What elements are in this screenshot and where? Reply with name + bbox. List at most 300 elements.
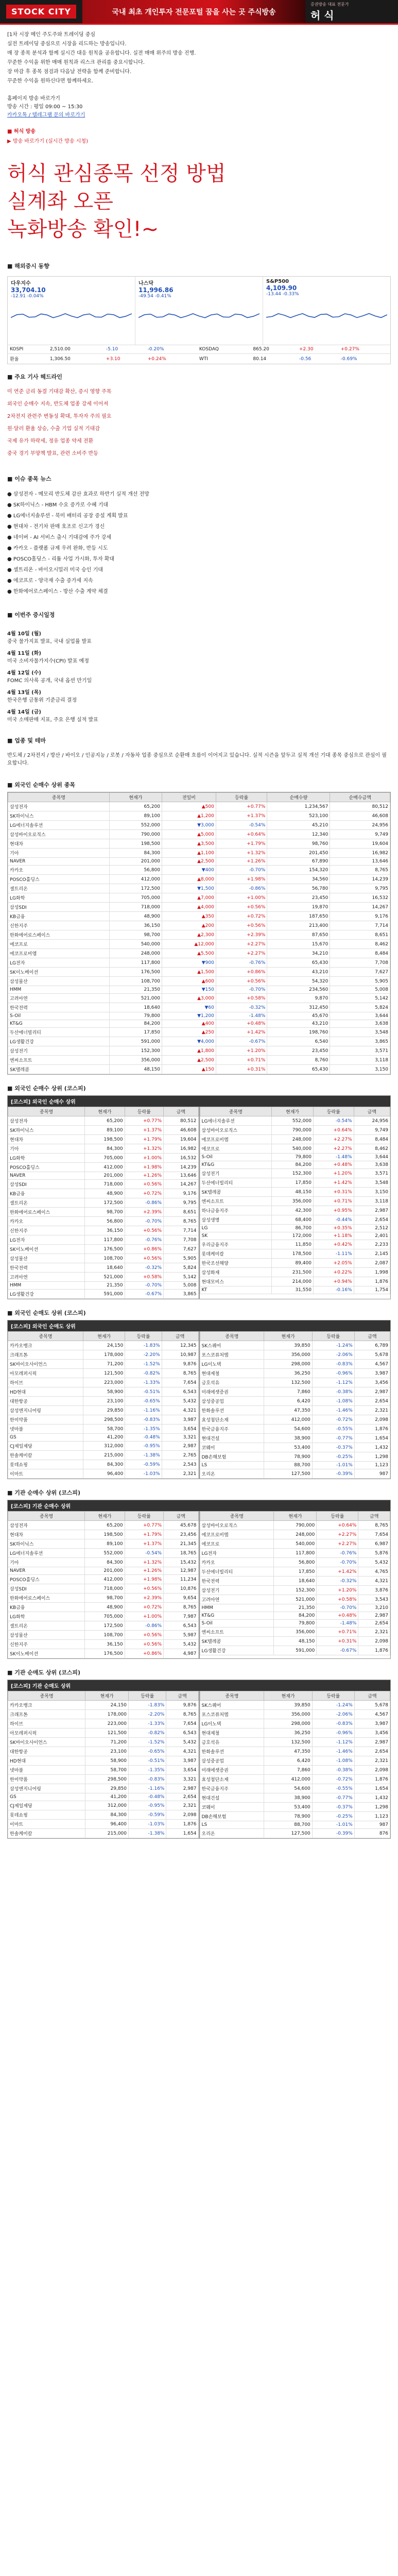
stock-name[interactable]: 한국전력 [8, 1263, 85, 1273]
table-row[interactable] [8, 1245, 199, 1254]
table-row[interactable] [8, 1226, 199, 1235]
table-row[interactable] [200, 1628, 390, 1637]
stock-name[interactable]: DB손해보험 [200, 1452, 264, 1462]
stock-name[interactable]: 현대차 [8, 839, 110, 849]
table-row[interactable] [200, 1144, 390, 1154]
stock-name[interactable]: KB금융 [8, 912, 110, 921]
stock-name[interactable]: 한솔케미칼 [8, 1451, 83, 1460]
table-row[interactable] [200, 1215, 390, 1225]
stock-name[interactable]: 하나금융지주 [200, 1206, 272, 1215]
table-row[interactable] [200, 1259, 390, 1268]
table-row[interactable] [8, 884, 390, 893]
issue-news-item[interactable]: ● 셀트리온 - 바이오시밀러 미국 승인 기대 [7, 567, 103, 573]
table-row[interactable] [8, 1273, 199, 1282]
stock-name[interactable]: 한화솔루션 [200, 1406, 264, 1415]
stock-name[interactable]: 삼성물산 [8, 1254, 85, 1263]
stock-name[interactable]: 신한지주 [8, 1226, 85, 1235]
stock-name[interactable]: 두산에너빌리티 [200, 1178, 272, 1188]
stock-name[interactable]: SK하이닉스 [8, 811, 110, 821]
table-row[interactable] [8, 1350, 199, 1360]
stock-name[interactable]: 오리온 [200, 1829, 264, 1838]
stock-name[interactable]: 넷마블 [8, 1425, 83, 1434]
stock-name[interactable]: S-Oil [8, 1012, 110, 1020]
stock-name[interactable]: 크래프톤 [8, 1710, 85, 1719]
stock-name[interactable]: 한화에어로스페이스 [8, 930, 110, 940]
table-row[interactable] [8, 1003, 390, 1012]
table-row[interactable] [8, 839, 390, 849]
table-row[interactable] [8, 802, 390, 811]
table-row[interactable] [8, 1208, 199, 1217]
stock-name[interactable]: 현대제철 [200, 1728, 264, 1738]
table-row[interactable] [200, 1387, 390, 1397]
table-row[interactable] [8, 1801, 199, 1810]
stock-name[interactable]: 삼성SDI [8, 1584, 85, 1594]
table-row[interactable] [8, 1378, 199, 1387]
stock-name[interactable]: HD현대 [8, 1756, 85, 1766]
table-row[interactable] [200, 1637, 390, 1646]
table-row[interactable] [200, 1521, 390, 1530]
stock-name[interactable]: LG전자 [200, 1549, 274, 1558]
news-headline[interactable]: 2차전지 관련주 변동성 확대, 투자자 주의 필요 [7, 414, 112, 419]
stock-name[interactable]: SK [200, 1232, 272, 1240]
table-row[interactable] [8, 949, 390, 958]
table-row[interactable] [200, 1612, 390, 1620]
stock-name[interactable]: 롯데케미칼 [200, 1249, 272, 1259]
stock-name[interactable]: 현대차 [8, 1135, 85, 1144]
stock-name[interactable]: 삼성물산 [8, 977, 110, 986]
stock-name[interactable]: 금호석유 [200, 1738, 264, 1747]
table-row[interactable] [8, 1056, 390, 1065]
table-row[interactable] [200, 1620, 390, 1628]
table-row[interactable] [8, 1810, 199, 1820]
stock-name[interactable]: SK이노베이션 [8, 1245, 85, 1254]
stock-name[interactable]: 한국전력 [8, 1003, 110, 1012]
table-row[interactable] [8, 1135, 199, 1144]
table-row[interactable] [8, 1558, 199, 1567]
news-headline[interactable]: 외국인 순매수 지속, 반도체 업종 강세 이어져 [7, 401, 109, 407]
table-row[interactable] [200, 1812, 390, 1821]
stock-name[interactable]: NAVER [8, 858, 110, 866]
issue-news-item[interactable]: ● POSCO홀딩스 - 리튬 사업 가시화, 투자 확대 [7, 556, 115, 562]
table-row[interactable] [200, 1249, 390, 1259]
table-row[interactable] [8, 1154, 199, 1163]
stock-name[interactable]: 두산에너빌리티 [8, 1028, 110, 1037]
table-row[interactable] [8, 1434, 199, 1442]
stock-name[interactable]: 삼성바이오로직스 [200, 1126, 272, 1135]
table-row[interactable] [8, 1046, 390, 1056]
stock-name[interactable]: 효성첨단소재 [200, 1775, 264, 1784]
stock-name[interactable]: 엔씨소프트 [200, 1628, 274, 1637]
table-row[interactable] [200, 1701, 390, 1710]
table-row[interactable] [8, 1747, 199, 1756]
table-row[interactable] [8, 1387, 199, 1397]
stock-name[interactable]: S-Oil [200, 1620, 274, 1628]
stock-name[interactable]: HMM [200, 1604, 274, 1612]
stock-name[interactable]: 카카오 [200, 1558, 274, 1567]
issue-news-item[interactable]: ● 현대차 - 전기차 판매 호조로 신고가 경신 [7, 524, 105, 530]
table-row[interactable] [200, 1728, 390, 1738]
stock-name[interactable]: POSCO홀딩스 [8, 1575, 85, 1584]
table-row[interactable] [200, 1350, 390, 1360]
stock-name[interactable]: 미래에셋증권 [200, 1766, 264, 1775]
stock-name[interactable]: 한미약품 [8, 1775, 85, 1784]
stock-name[interactable]: 삼성중공업 [200, 1756, 264, 1766]
stock-name[interactable]: 신한지주 [8, 1640, 85, 1649]
table-row[interactable] [8, 1341, 199, 1350]
table-row[interactable] [8, 1425, 199, 1434]
stock-name[interactable]: LG생활건강 [8, 1290, 85, 1299]
table-row[interactable] [200, 1738, 390, 1747]
stock-name[interactable]: 현대건설 [200, 1434, 264, 1443]
table-row[interactable] [8, 1701, 199, 1710]
table-row[interactable] [200, 1586, 390, 1595]
table-row[interactable] [8, 1549, 199, 1558]
table-row[interactable] [8, 1521, 199, 1530]
stock-name[interactable]: LG전자 [8, 1235, 85, 1245]
stock-name[interactable]: LS [200, 1821, 264, 1829]
table-row[interactable] [200, 1469, 390, 1479]
stock-name[interactable]: 오리온 [200, 1469, 264, 1479]
table-row[interactable] [8, 1290, 199, 1299]
stock-name[interactable]: KB금융 [8, 1603, 85, 1612]
table-row[interactable] [8, 1460, 199, 1469]
table-row[interactable] [8, 1020, 390, 1028]
stock-name[interactable]: 대한항공 [8, 1747, 85, 1756]
stock-name[interactable]: 카카오 [8, 866, 110, 875]
stock-name[interactable]: LG생활건강 [8, 1037, 110, 1046]
table-row[interactable] [8, 1793, 199, 1801]
stock-name[interactable]: 셀트리온 [8, 1621, 85, 1631]
issue-news-item[interactable]: ● 삼성전자 - 메모리 반도체 감산 효과로 하반기 실적 개선 전망 [7, 492, 149, 497]
table-row[interactable] [8, 1784, 199, 1793]
stock-name[interactable]: 삼성바이오로직스 [200, 1521, 274, 1530]
table-row[interactable] [200, 1539, 390, 1549]
table-row[interactable] [200, 1775, 390, 1784]
stock-name[interactable]: 아모레퍼시픽 [8, 1369, 83, 1378]
stock-name[interactable]: 카카오뱅크 [8, 1701, 85, 1710]
table-row[interactable] [200, 1188, 390, 1197]
table-row[interactable] [8, 1172, 199, 1180]
stock-name[interactable]: LG에너지솔루션 [8, 821, 110, 830]
stock-name[interactable]: 코웨이 [200, 1443, 264, 1452]
table-row[interactable] [8, 1738, 199, 1747]
table-row[interactable] [200, 1577, 390, 1586]
table-row[interactable] [8, 977, 390, 986]
stock-name[interactable]: SK스퀘어 [200, 1341, 264, 1350]
table-row[interactable] [200, 1277, 390, 1286]
stock-name[interactable]: 이마트 [8, 1469, 83, 1479]
stock-name[interactable]: HMM [8, 1282, 85, 1290]
table-row[interactable] [8, 1612, 199, 1621]
table-row[interactable] [8, 893, 390, 903]
table-row[interactable] [8, 1575, 199, 1584]
table-row[interactable] [8, 1126, 199, 1135]
table-row[interactable] [200, 1341, 390, 1350]
stock-name[interactable]: 셀트리온 [8, 884, 110, 893]
stock-name[interactable]: 삼성중공업 [200, 1397, 264, 1406]
stock-name[interactable]: 크래프톤 [8, 1350, 83, 1360]
stock-name[interactable]: SK텔레콤 [8, 1065, 110, 1074]
stock-name[interactable]: 효성첨단소재 [200, 1415, 264, 1425]
table-row[interactable] [8, 1649, 199, 1658]
stock-name[interactable]: 현대모비스 [200, 1277, 272, 1286]
stock-name[interactable]: 삼성전기 [200, 1169, 272, 1178]
table-row[interactable] [200, 1821, 390, 1829]
table-row[interactable] [8, 1775, 199, 1784]
stock-name[interactable]: CJ제일제당 [8, 1801, 85, 1810]
table-row[interactable] [200, 1747, 390, 1756]
table-row[interactable] [8, 1254, 199, 1263]
contact-link[interactable]: 카카오톡 / 텔레그램 문의 바로가기 [7, 112, 85, 118]
table-row[interactable] [8, 1406, 199, 1415]
table-row[interactable] [8, 1530, 199, 1539]
stock-name[interactable]: 에코프로비엠 [8, 949, 110, 958]
table-row[interactable] [8, 1415, 199, 1425]
stock-name[interactable]: 삼성전기 [200, 1586, 274, 1595]
stock-name[interactable]: 하이브 [8, 1378, 83, 1387]
table-row[interactable] [200, 1116, 390, 1126]
table-row[interactable] [200, 1286, 390, 1294]
stock-name[interactable]: 기아 [8, 849, 110, 858]
stock-name[interactable]: 롯데쇼핑 [8, 1810, 85, 1820]
table-row[interactable] [8, 1189, 199, 1198]
logo[interactable] [0, 0, 82, 23]
table-row[interactable] [8, 1719, 199, 1728]
stock-name[interactable]: 롯데쇼핑 [8, 1460, 83, 1469]
stock-name[interactable]: 고려아연 [8, 1273, 85, 1282]
stock-name[interactable]: 한솔케미칼 [8, 1829, 85, 1838]
stock-name[interactable]: KT&G [200, 1161, 272, 1169]
table-row[interactable] [8, 1235, 199, 1245]
table-row[interactable] [8, 1469, 199, 1479]
table-row[interactable] [8, 912, 390, 921]
stock-name[interactable]: 삼성엔지니어링 [8, 1784, 85, 1793]
table-row[interactable] [8, 875, 390, 884]
stock-name[interactable]: 에코프로비엠 [200, 1135, 272, 1144]
stock-name[interactable]: 두산에너빌리티 [200, 1567, 274, 1577]
table-row[interactable] [8, 1282, 199, 1290]
stock-name[interactable]: SK이노베이션 [8, 1649, 85, 1658]
table-row[interactable] [8, 1820, 199, 1829]
table-row[interactable] [200, 1135, 390, 1144]
stock-name[interactable]: LG화학 [8, 1154, 85, 1163]
stock-name[interactable]: 고려아연 [200, 1595, 274, 1604]
table-row[interactable] [8, 1180, 199, 1189]
table-row[interactable] [8, 830, 390, 839]
stock-name[interactable]: 현대제철 [200, 1369, 264, 1378]
table-row[interactable] [8, 1065, 390, 1074]
stock-name[interactable]: 한화에어로스페이스 [8, 1594, 85, 1603]
table-row[interactable] [8, 849, 390, 858]
table-row[interactable] [8, 1442, 199, 1451]
news-headline[interactable]: 미 연준 금리 동결 기대감 확산, 증시 영향 주목 [7, 389, 112, 395]
stock-name[interactable]: 우리금융지주 [200, 1240, 272, 1249]
stock-name[interactable]: 넷마블 [8, 1766, 85, 1775]
table-row[interactable] [8, 866, 390, 875]
stock-name[interactable]: SK텔레콤 [200, 1637, 274, 1646]
table-row[interactable] [8, 994, 390, 1003]
table-row[interactable] [200, 1443, 390, 1452]
table-row[interactable] [8, 986, 390, 994]
stock-name[interactable]: 이마트 [8, 1820, 85, 1829]
stock-name[interactable]: LG생활건강 [200, 1646, 274, 1655]
stock-name[interactable]: 에코프로 [8, 940, 110, 949]
stock-name[interactable]: SK이노베이션 [8, 968, 110, 977]
table-row[interactable] [200, 1567, 390, 1577]
stock-name[interactable]: 카카오뱅크 [8, 1341, 83, 1350]
stock-name[interactable]: 금호석유 [200, 1378, 264, 1387]
stock-name[interactable]: KT&G [200, 1612, 274, 1620]
stock-name[interactable]: 삼성전자 [8, 802, 110, 811]
table-row[interactable] [200, 1793, 390, 1803]
stock-name[interactable]: 하이브 [8, 1719, 85, 1728]
stock-name[interactable]: 엔씨소프트 [200, 1197, 272, 1206]
table-row[interactable] [200, 1161, 390, 1169]
stock-name[interactable]: SK바이오사이언스 [8, 1738, 85, 1747]
stock-name[interactable]: 에코프로 [200, 1539, 274, 1549]
table-row[interactable] [8, 1710, 199, 1719]
stock-name[interactable]: KT&G [8, 1020, 110, 1028]
stock-name[interactable]: LG이노텍 [200, 1719, 264, 1728]
table-row[interactable] [200, 1178, 390, 1188]
stock-name[interactable]: 삼성생명 [200, 1215, 272, 1225]
table-row[interactable] [8, 921, 390, 930]
table-row[interactable] [8, 940, 390, 949]
table-row[interactable] [200, 1425, 390, 1434]
table-row[interactable] [8, 1584, 199, 1594]
stock-name[interactable]: 카카오 [8, 1217, 85, 1226]
stock-name[interactable]: 삼성SDI [8, 1180, 85, 1189]
stock-name[interactable]: LG화학 [8, 893, 110, 903]
issue-news-item[interactable]: ● LG에너지솔루션 - 북미 배터리 공장 증설 계획 발표 [7, 513, 128, 519]
stock-name[interactable]: 한화솔루션 [200, 1747, 264, 1756]
table-row[interactable] [200, 1646, 390, 1655]
table-row[interactable] [200, 1268, 390, 1277]
table-row[interactable] [200, 1369, 390, 1378]
table-row[interactable] [200, 1766, 390, 1775]
table-row[interactable] [8, 1028, 390, 1037]
table-row[interactable] [8, 968, 390, 977]
stock-name[interactable]: S-Oil [200, 1154, 272, 1161]
stock-name[interactable]: 한국전력 [200, 1577, 274, 1586]
table-row[interactable] [8, 1766, 199, 1775]
table-row[interactable] [8, 958, 390, 968]
stock-name[interactable]: 미래에셋증권 [200, 1387, 264, 1397]
stock-name[interactable]: 삼성바이오로직스 [8, 830, 110, 839]
table-row[interactable] [8, 1163, 199, 1172]
table-row[interactable] [8, 1369, 199, 1378]
stock-name[interactable]: 삼성SDI [8, 903, 110, 912]
table-row[interactable] [200, 1558, 390, 1567]
table-row[interactable] [8, 1594, 199, 1603]
stock-name[interactable]: 한미약품 [8, 1415, 83, 1425]
stock-name[interactable]: NAVER [8, 1172, 85, 1180]
table-row[interactable] [8, 1144, 199, 1154]
table-row[interactable] [8, 1728, 199, 1738]
stock-name[interactable]: LG에너지솔루션 [8, 1549, 85, 1558]
table-row[interactable] [200, 1240, 390, 1249]
table-row[interactable] [200, 1710, 390, 1719]
stock-name[interactable]: 삼성전자 [8, 1521, 85, 1530]
stock-name[interactable]: SK텔레콤 [200, 1188, 272, 1197]
stock-name[interactable]: POSCO홀딩스 [8, 1163, 85, 1172]
table-row[interactable] [8, 1198, 199, 1208]
stock-name[interactable]: SK스퀘어 [200, 1701, 264, 1710]
table-row[interactable] [8, 1116, 199, 1126]
stock-name[interactable]: LS [200, 1462, 264, 1469]
table-row[interactable] [8, 821, 390, 830]
stock-name[interactable]: GS [8, 1793, 85, 1801]
table-row[interactable] [200, 1549, 390, 1558]
stock-name[interactable]: DB손해보험 [200, 1812, 264, 1821]
table-row[interactable] [8, 903, 390, 912]
stock-name[interactable]: 기아 [8, 1558, 85, 1567]
stock-name[interactable]: 에코프로비엠 [200, 1530, 274, 1539]
stock-name[interactable]: 한국조선해양 [200, 1259, 272, 1268]
table-row[interactable] [200, 1197, 390, 1206]
stock-name[interactable]: 삼성전기 [8, 1046, 110, 1056]
table-row[interactable] [8, 1829, 199, 1838]
stock-name[interactable]: 고려아연 [8, 994, 110, 1003]
broadcast-link[interactable]: ▶ 방송 바로가기 (실시간 방송 시청) [7, 139, 88, 144]
table-row[interactable] [200, 1756, 390, 1766]
table-row[interactable] [8, 1012, 390, 1020]
table-row[interactable] [8, 1567, 199, 1575]
stock-name[interactable]: 포스코퓨처엠 [200, 1710, 264, 1719]
table-row[interactable] [200, 1232, 390, 1240]
news-headline[interactable]: 국제 유가 하락세, 정유 업종 약세 전환 [7, 438, 94, 444]
stock-name[interactable]: LG화학 [8, 1612, 85, 1621]
table-row[interactable] [200, 1719, 390, 1728]
stock-name[interactable]: 기아 [8, 1144, 85, 1154]
stock-name[interactable]: 아모레퍼시픽 [8, 1728, 85, 1738]
news-headline[interactable]: 중국 경기 부양책 발표, 관련 소비주 반등 [7, 451, 98, 456]
table-row[interactable] [200, 1829, 390, 1838]
stock-name[interactable]: 한화에어로스페이스 [8, 1208, 85, 1217]
table-row[interactable] [8, 1217, 199, 1226]
table-row[interactable] [200, 1154, 390, 1161]
table-row[interactable] [8, 930, 390, 940]
stock-name[interactable]: SK하이닉스 [8, 1539, 85, 1549]
stock-name[interactable]: 대한항공 [8, 1397, 83, 1406]
table-row[interactable] [8, 1451, 199, 1460]
table-row[interactable] [8, 1539, 199, 1549]
table-row[interactable] [200, 1604, 390, 1612]
stock-name[interactable]: 신한지주 [8, 921, 110, 930]
table-row[interactable] [200, 1360, 390, 1369]
table-row[interactable] [200, 1462, 390, 1469]
table-row[interactable] [200, 1595, 390, 1604]
table-row[interactable] [200, 1434, 390, 1443]
table-row[interactable] [8, 1640, 199, 1649]
stock-name[interactable]: LG전자 [8, 958, 110, 968]
table-row[interactable] [200, 1126, 390, 1135]
stock-name[interactable]: SK바이오사이언스 [8, 1360, 83, 1369]
table-row[interactable] [200, 1397, 390, 1406]
issue-news-item[interactable]: ● 카카오 - 플랫폼 규제 우려 완화, 반등 시도 [7, 546, 108, 551]
stock-name[interactable]: KB금융 [8, 1189, 85, 1198]
stock-name[interactable]: 에코프로 [200, 1144, 272, 1154]
table-row[interactable] [200, 1378, 390, 1387]
table-row[interactable] [200, 1530, 390, 1539]
table-row[interactable] [200, 1406, 390, 1415]
table-row[interactable] [8, 1756, 199, 1766]
stock-name[interactable]: LG이노텍 [200, 1360, 264, 1369]
table-row[interactable] [200, 1169, 390, 1178]
stock-name[interactable]: 코웨이 [200, 1803, 264, 1812]
stock-name[interactable]: 현대차 [8, 1530, 85, 1539]
stock-name[interactable]: POSCO홀딩스 [8, 875, 110, 884]
